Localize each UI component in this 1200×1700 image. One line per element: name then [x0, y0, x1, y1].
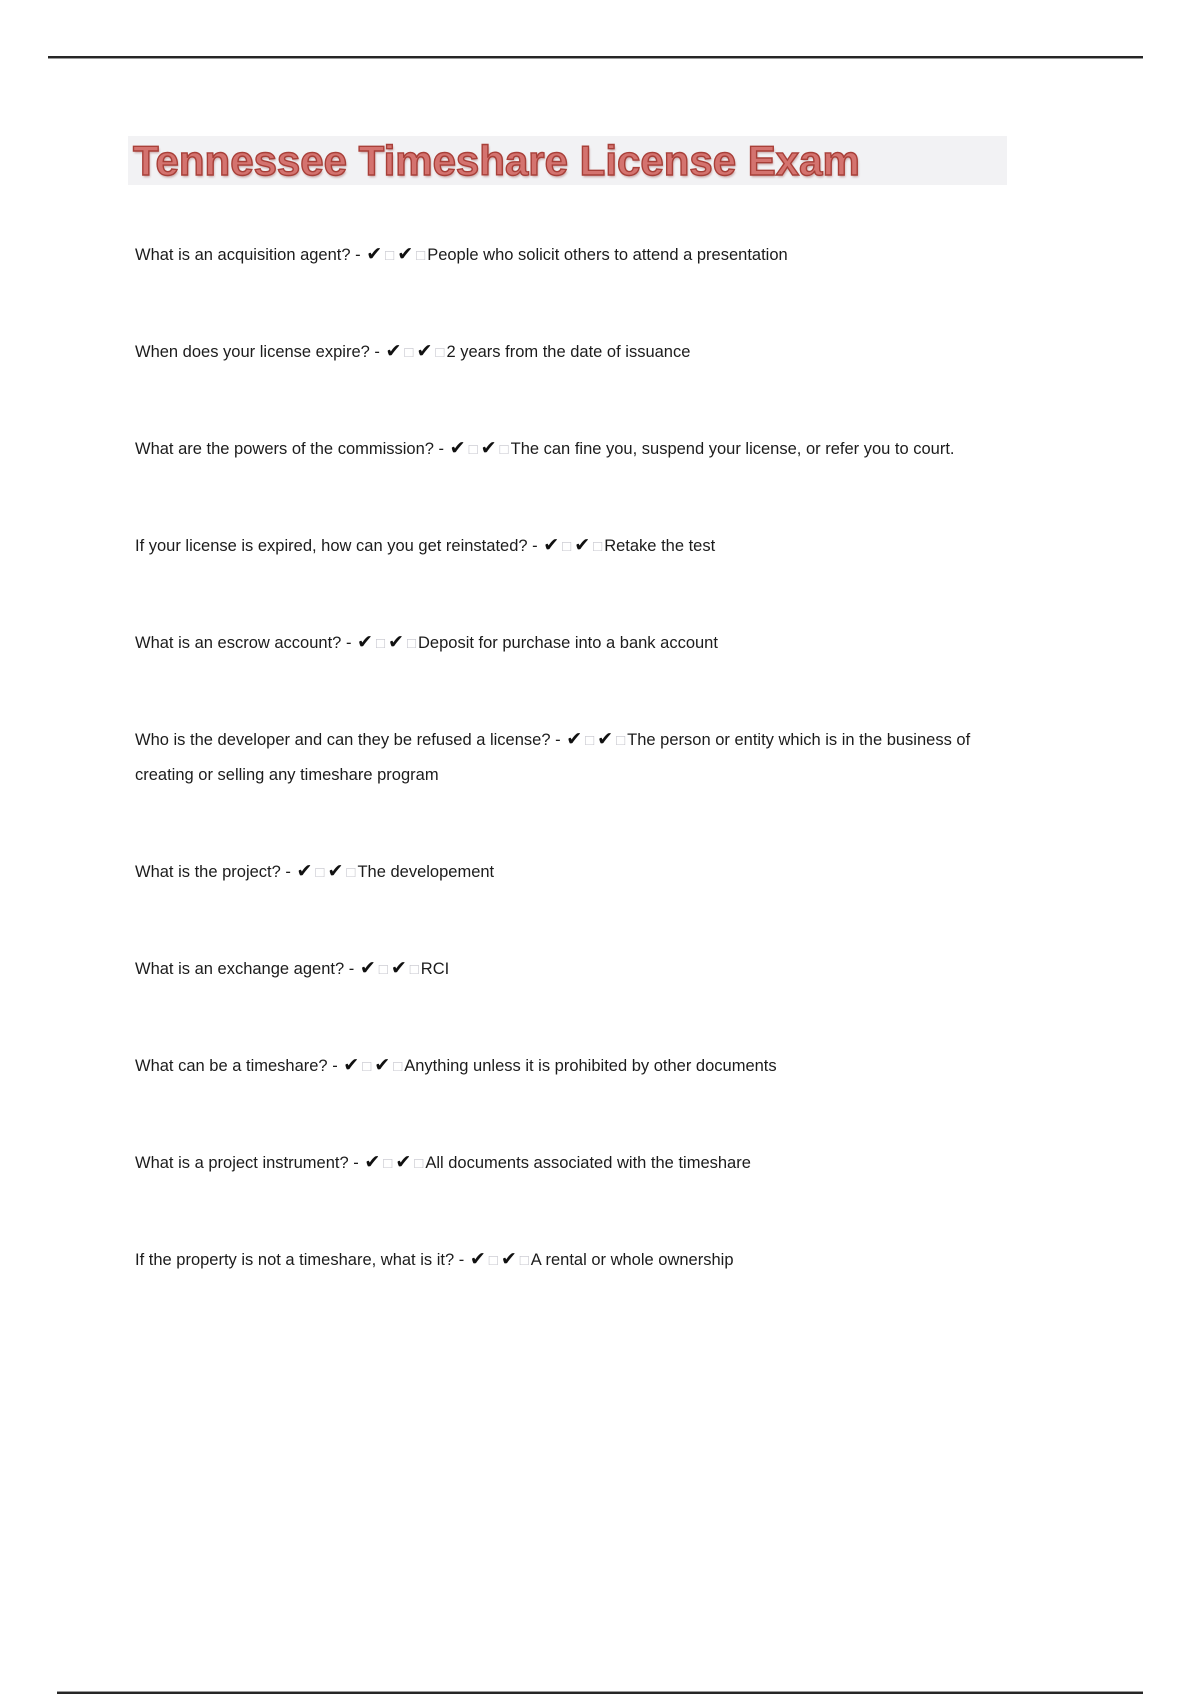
- missing-glyph-box-icon: □: [393, 1058, 403, 1075]
- qa-list: [135, 237, 1007, 1339]
- check-icon: ✔: [296, 861, 313, 882]
- missing-glyph-box-icon: □: [519, 1252, 529, 1269]
- missing-glyph-box-icon: □: [375, 635, 386, 652]
- answer-text: A rental or whole ownership: [530, 1251, 734, 1269]
- separator: -: [550, 731, 566, 749]
- check-icon: ✔: [397, 244, 414, 265]
- check-icon: ✔: [390, 958, 407, 979]
- missing-glyph-box-icon: □: [378, 961, 388, 978]
- check-icon: ✔: [395, 1152, 412, 1173]
- check-icon: ✔: [385, 341, 402, 362]
- separator: -: [344, 960, 359, 978]
- bottom-rule: [57, 1691, 1143, 1694]
- answer-text: Retake the test: [604, 537, 716, 555]
- check-icon: ✔: [597, 729, 614, 750]
- check-icon: ✔: [480, 438, 497, 459]
- answer-text: 2 years from the date of issuance: [446, 343, 691, 361]
- page-title: Tennessee Timeshare License Exam: [133, 136, 860, 184]
- answer-text: The can fine you, suspend your license, or refer you to court.: [510, 440, 955, 458]
- missing-glyph-box-icon: □: [383, 1155, 393, 1172]
- qa-item: [135, 951, 1007, 987]
- missing-glyph-box-icon: □: [468, 441, 478, 458]
- missing-glyph-box-icon: □: [416, 247, 426, 264]
- question-text: What is a project instrument?: [135, 1154, 349, 1172]
- check-icon: ✔: [327, 861, 344, 882]
- separator: -: [327, 1057, 343, 1075]
- answer-text: All documents associated with the timeshare: [425, 1154, 751, 1172]
- missing-glyph-box-icon: □: [435, 344, 445, 361]
- missing-glyph-box-icon: □: [414, 1155, 424, 1172]
- separator: -: [369, 343, 385, 361]
- check-icon: ✔: [574, 535, 591, 556]
- missing-glyph-box-icon: □: [593, 538, 603, 555]
- check-icon: ✔: [449, 438, 466, 459]
- check-icon: ✔: [543, 535, 560, 556]
- question-text: What can be a timeshare?: [135, 1057, 328, 1075]
- missing-glyph-box-icon: □: [499, 441, 509, 458]
- question-text: What is an exchange agent?: [135, 960, 345, 978]
- qa-item: [135, 528, 1007, 564]
- question-text: When does your license expire?: [135, 343, 370, 361]
- check-icon: ✔: [374, 1055, 391, 1076]
- missing-glyph-box-icon: □: [385, 247, 395, 264]
- qa-item: [135, 431, 1007, 467]
- separator: -: [527, 537, 543, 555]
- separator: -: [280, 863, 296, 881]
- missing-glyph-box-icon: □: [406, 635, 416, 652]
- answer-text: Deposit for purchase into a bank account: [418, 634, 718, 652]
- question-text: Who is the developer and can they be refused a license?: [135, 731, 551, 749]
- qa-item: [135, 854, 1007, 890]
- missing-glyph-box-icon: □: [562, 538, 572, 555]
- qa-item: [135, 334, 1007, 370]
- separator: -: [454, 1251, 469, 1269]
- answer-text: The person or entity which is in the business of creating or selling any timeshare program: [135, 731, 971, 784]
- check-icon: ✔: [366, 244, 383, 265]
- top-rule: [48, 56, 1143, 59]
- qa-item: [135, 1242, 1007, 1278]
- question-text: What is the project?: [135, 863, 281, 881]
- answer-text: RCI: [420, 960, 450, 978]
- qa-item: [135, 722, 1007, 793]
- check-icon: ✔: [343, 1055, 360, 1076]
- separator: -: [433, 440, 449, 458]
- question-text: What is an acquisition agent?: [135, 246, 351, 264]
- missing-glyph-box-icon: □: [362, 1058, 372, 1075]
- separator: -: [341, 634, 357, 652]
- check-icon: ✔: [500, 1249, 517, 1270]
- question-text: What are the powers of the commission?: [135, 440, 434, 458]
- question-text: What is an escrow account?: [135, 634, 342, 652]
- question-text: If your license is expired, how can you get reinstated?: [135, 537, 528, 555]
- answer-text: The developement: [357, 863, 495, 881]
- answer-text: Anything unless it is prohibited by other documents: [404, 1057, 777, 1075]
- answer-text: People who solicit others to attend a presentation: [427, 246, 788, 264]
- check-icon: ✔: [364, 1152, 381, 1173]
- missing-glyph-box-icon: □: [409, 961, 419, 978]
- qa-item: [135, 237, 1007, 273]
- qa-item: [135, 1048, 1007, 1084]
- check-icon: ✔: [388, 632, 404, 653]
- missing-glyph-box-icon: □: [315, 864, 325, 881]
- missing-glyph-box-icon: □: [404, 344, 414, 361]
- qa-item: [135, 1145, 1007, 1181]
- qa-item: [135, 625, 1007, 661]
- check-icon: ✔: [566, 729, 583, 750]
- check-icon: ✔: [469, 1249, 486, 1270]
- separator: -: [350, 246, 366, 264]
- separator: -: [348, 1154, 364, 1172]
- check-icon: ✔: [359, 958, 376, 979]
- missing-glyph-box-icon: □: [616, 732, 626, 749]
- title-band: [128, 136, 1007, 185]
- missing-glyph-box-icon: □: [346, 864, 356, 881]
- question-text: If the property is not a timeshare, what is it?: [135, 1251, 455, 1269]
- check-icon: ✔: [357, 632, 373, 653]
- missing-glyph-box-icon: □: [585, 732, 595, 749]
- missing-glyph-box-icon: □: [488, 1252, 498, 1269]
- check-icon: ✔: [416, 341, 433, 362]
